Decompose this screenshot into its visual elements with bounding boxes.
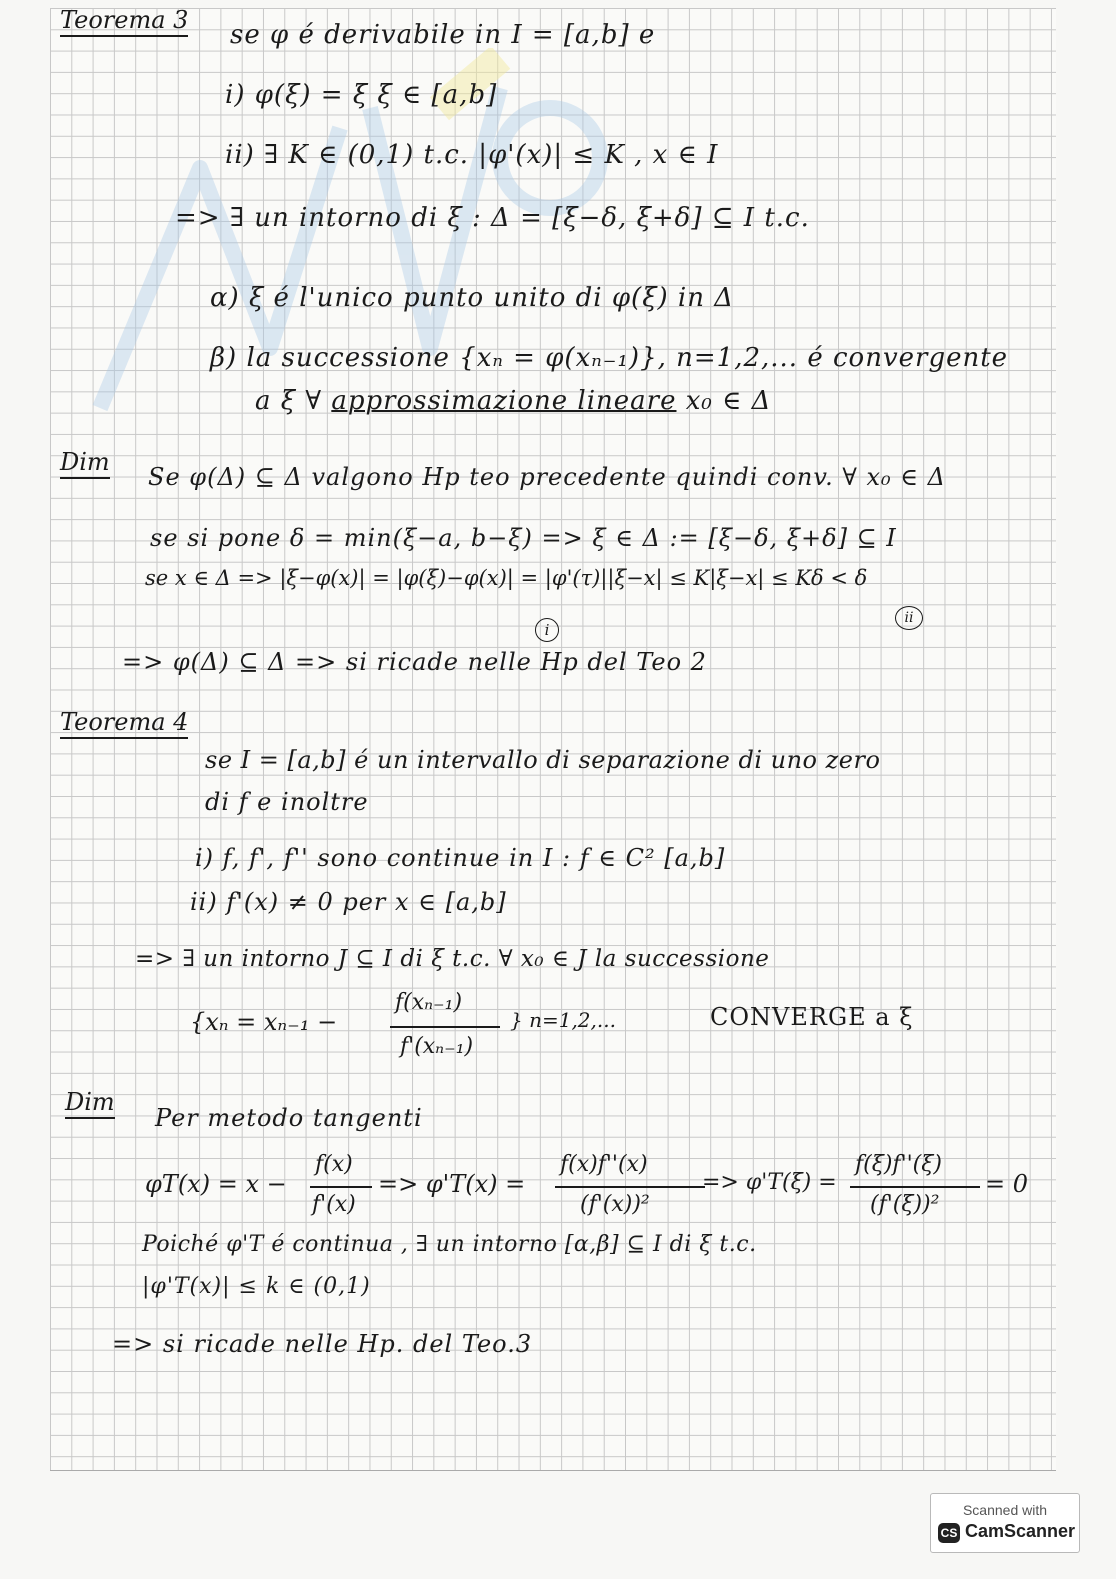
dim3-line4: => φ(Δ) ⊆ Δ => si ricade nelle Hp del Teo 2 <box>122 648 707 676</box>
teorema3-cond-i: i) φ(ξ) = ξ ξ ∈ [a,b] <box>225 80 498 110</box>
beta-2-prefix: a ξ ∀ <box>255 386 332 416</box>
dim4-eq-c-bar <box>850 1186 980 1188</box>
teorema4-seq-fraction-bar <box>390 1026 500 1028</box>
dim4-eq-a-den: f'(x) <box>312 1192 356 1217</box>
dim4-heading: Dim <box>65 1088 115 1119</box>
teorema3-statement: se φ é derivabile in I = [a,b] e <box>230 20 656 50</box>
teorema3-beta-2 <box>255 386 771 416</box>
teorema3-conclusion: => ∃ un intorno di ξ : Δ = [ξ−δ, ξ+δ] ⊆ I t.c. <box>175 203 810 233</box>
teorema4-heading: Teorema 4 <box>60 708 188 739</box>
dim4-eq-b-bar <box>555 1186 705 1188</box>
dim4-eq-a: φT(x) = x − <box>145 1170 287 1198</box>
teorema4-seq-lhs: {xₙ = xₙ₋₁ − <box>190 1008 338 1036</box>
dim4-eq-c-den: (f'(ξ))² <box>870 1192 940 1217</box>
dim4-eq-b: => φ'T(x) = <box>378 1170 526 1198</box>
teorema4-line2: di f e inoltre <box>205 788 369 816</box>
dim3-line1: Se φ(Δ) ⊆ Δ valgono Hp teo precedente quindi conv. ∀ x₀ ∈ Δ <box>148 463 946 491</box>
teorema4-seq-rhs: } n=1,2,... <box>510 1008 616 1032</box>
dim3-mark-i: i <box>535 618 559 642</box>
dim4-line4: |φ'T(x)| ≤ k ∈ (0,1) <box>142 1274 371 1299</box>
dim4-eq-c-num: f(ξ)f''(ξ) <box>855 1152 942 1177</box>
camscanner-badge <box>930 1493 1080 1553</box>
teorema4-cond-ii: ii) f'(x) ≠ 0 per x ∈ [a,b] <box>190 888 507 916</box>
teorema4-cond-i: i) f, f', f'' sono continue in I : f ∈ C² [a,b] <box>195 844 726 872</box>
scanned-with-label: Scanned with <box>962 1502 1048 1518</box>
dim4-eq-b-num: f(x)f''(x) <box>560 1152 648 1177</box>
teorema3-alpha: α) ξ é l'unico punto unito di φ(ξ) in Δ <box>210 283 735 313</box>
dim3-mark-ii: ii <box>895 606 923 630</box>
dim4-line5: => si ricade nelle Hp. del Teo.3 <box>112 1330 533 1358</box>
dim4-line3: Poiché φ'T é continua , ∃ un intorno [α,β] ⊆ I di ξ t.c. <box>142 1232 757 1257</box>
dim4-eq-d: = 0 <box>985 1170 1029 1198</box>
dim3-heading: Dim <box>60 448 110 479</box>
teorema3-heading: Teorema 3 <box>60 6 188 37</box>
teorema4-converge: CONVERGE a ξ <box>710 1003 914 1031</box>
dim4-eq-a-bar <box>310 1186 372 1188</box>
notebook-page <box>50 8 1056 1471</box>
dim3-line3: se x ∈ Δ => |ξ−φ(x)| = |φ(ξ)−φ(x)| = |φ'(τ)||ξ−x| ≤ K|ξ−x| ≤ Kδ < δ <box>145 566 868 590</box>
teorema4-line1: se I = [a,b] é un intervallo di separazione di uno zero <box>205 746 881 774</box>
beta-2-underlined: approssimazione lineare <box>331 386 677 416</box>
dim4-eq-b-den: (f'(x))² <box>580 1192 650 1217</box>
dim4-eq-c: => φ'T(ξ) = <box>702 1170 837 1195</box>
camscanner-logo-icon: CS <box>938 1523 960 1543</box>
dim3-line2: se si pone δ = min(ξ−a, b−ξ) => ξ ∈ Δ := [ξ−δ, ξ+δ] ⊆ I <box>150 524 897 552</box>
teorema4-seq-num: f(xₙ₋₁) <box>395 990 463 1015</box>
beta-2-suffix: x₀ ∈ Δ <box>676 386 772 416</box>
camscanner-brand: CamScanner <box>965 1521 1076 1541</box>
dim4-eq-a-num: f(x) <box>315 1152 353 1177</box>
teorema3-cond-ii: ii) ∃ K ∈ (0,1) t.c. |φ'(x)| ≤ K , x ∈ I <box>225 140 719 170</box>
dim4-line1: Per metodo tangenti <box>155 1104 423 1132</box>
teorema4-conclusion: => ∃ un intorno J ⊆ I di ξ t.c. ∀ x₀ ∈ J la successione <box>135 946 770 972</box>
teorema3-beta-1: β) la successione {xₙ = φ(xₙ₋₁)}, n=1,2,... é convergente <box>210 343 1009 373</box>
teorema4-seq-den: f'(xₙ₋₁) <box>400 1034 474 1059</box>
